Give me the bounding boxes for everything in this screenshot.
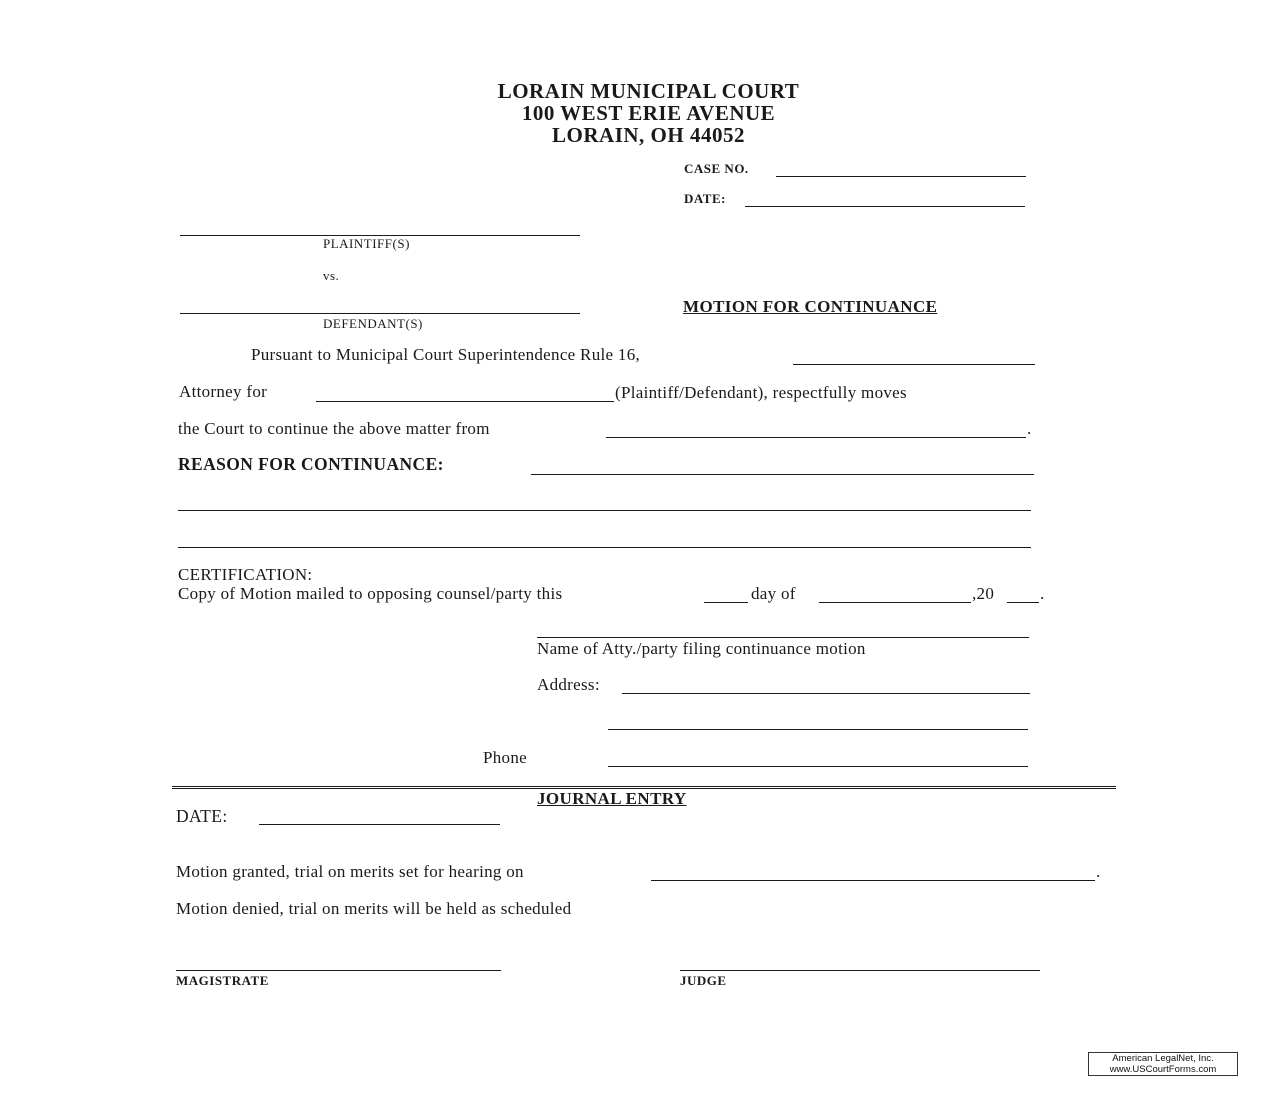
- certification-heading: CERTIFICATION:: [178, 565, 313, 584]
- filer-name-label: Name of Atty./party filing continuance motion: [537, 639, 866, 658]
- reason-label: REASON FOR CONTINUANCE:: [178, 454, 444, 474]
- defendant-field[interactable]: [180, 313, 580, 314]
- case-no-label: CASE NO.: [684, 161, 749, 176]
- address-field-1[interactable]: [622, 693, 1030, 694]
- filer-name-field[interactable]: [537, 637, 1029, 638]
- plaintiff-defendant-text: (Plaintiff/Defendant), respectfully moves: [615, 383, 907, 402]
- court-address: 100 WEST ERIE AVENUE: [521, 101, 776, 125]
- certification-copy-text: Copy of Motion mailed to opposing counsel/party this: [178, 584, 563, 603]
- stamp-line-1: American LegalNet, Inc.: [1112, 1053, 1214, 1064]
- vs-label: vs.: [323, 268, 340, 283]
- certification-day-of: day of: [751, 584, 796, 603]
- hearing-date-field[interactable]: [651, 880, 1095, 881]
- continue-text: the Court to continue the above matter from: [178, 419, 490, 438]
- certification-day-field[interactable]: [704, 602, 748, 603]
- address-label: Address:: [537, 675, 600, 694]
- case-no-field[interactable]: [776, 176, 1026, 177]
- case-date-label: DATE:: [684, 191, 726, 206]
- reason-field-2[interactable]: [178, 510, 1031, 511]
- certification-year-field[interactable]: [1007, 602, 1039, 603]
- phone-label: Phone: [483, 748, 527, 767]
- motion-rule-field[interactable]: [793, 364, 1035, 365]
- motion-granted-text: Motion granted, trial on merits set for hearing on: [176, 862, 524, 881]
- certification-year-prefix: ,20: [972, 584, 995, 603]
- motion-denied-text: Motion denied, trial on merits will be held as scheduled: [176, 899, 572, 918]
- attorney-for-label: Attorney for: [179, 382, 268, 401]
- certification-month-field[interactable]: [819, 602, 971, 603]
- certification-period: .: [1040, 584, 1045, 603]
- reason-field-1[interactable]: [531, 474, 1034, 475]
- plaintiff-label: PLAINTIFF(S): [323, 236, 410, 251]
- motion-rule-text: Pursuant to Municipal Court Superintendence Rule 16,: [251, 345, 641, 364]
- journal-date-field[interactable]: [259, 824, 500, 825]
- journal-date-label: DATE:: [176, 806, 228, 826]
- judge-label: JUDGE: [680, 973, 727, 988]
- case-date-field[interactable]: [745, 206, 1025, 207]
- reason-field-3[interactable]: [178, 547, 1031, 548]
- court-city: LORAIN, OH 44052: [552, 123, 745, 147]
- judge-signature-field[interactable]: [680, 970, 1040, 971]
- continue-from-field[interactable]: [606, 437, 1026, 438]
- journal-title: JOURNAL ENTRY: [537, 789, 687, 808]
- attorney-for-field[interactable]: [316, 401, 614, 402]
- continue-period: .: [1027, 419, 1032, 438]
- publisher-stamp: [1088, 1052, 1238, 1076]
- stamp-line-2: www.USCourtForms.com: [1109, 1064, 1217, 1075]
- address-field-2[interactable]: [608, 729, 1028, 730]
- magistrate-signature-field[interactable]: [176, 970, 501, 971]
- granted-period: .: [1096, 862, 1101, 881]
- court-name: LORAIN MUNICIPAL COURT: [497, 79, 800, 103]
- magistrate-label: MAGISTRATE: [176, 973, 269, 988]
- defendant-label: DEFENDANT(S): [323, 316, 423, 331]
- phone-field[interactable]: [608, 766, 1028, 767]
- motion-title: MOTION FOR CONTINUANCE: [683, 297, 938, 316]
